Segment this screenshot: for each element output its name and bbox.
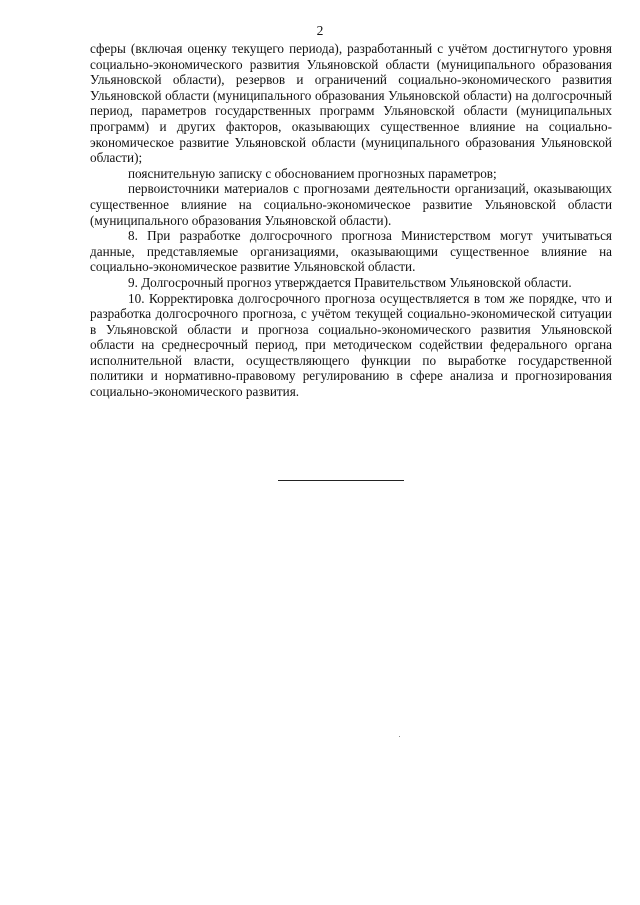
paragraph-item-10: 10. Корректировка долгосрочного прогноза осуществляется в том же порядке, что и разработка долгосрочного прогноза, с учётом текущей социально-экономической ситуации в Ульяновской области и прогноза социально-экономического развития Ульяновской области на среднесрочный период, при методическом содействии федерального органа исполнительной власти, осуществляющего функции по выработке государственной политики и нормативно-правовому регулированию в сфере анализа и прогнозирования социально-экономического развития. xyxy=(90,290,612,400)
paragraph-explanatory-note: пояснительную записку с обоснованием прогнозных параметров; xyxy=(128,165,497,181)
document-body xyxy=(90,41,612,400)
scan-speck xyxy=(399,736,400,737)
paragraph-source-materials: первоисточники материалов с прогнозами деятельности организаций, оказывающих существенное влияние на социально-экономическое развитие Ульяновской области (муниципального образования Ульяновской области). xyxy=(90,181,612,228)
paragraph-continuation: сферы (включая оценку текущего периода), разработанный с учётом достигнутого уровня социально-экономического развития Ульяновской области (муниципального образования Ульяновской области), резервов и ограничений социально-экономического развития Ульяновской области (муниципального образования Ульяновской области) на долгосрочный период, параметров государственных программ Ульяновской области (муниципальных программ) и других факторов, оказывающих существенное влияние на социально-экономическое развитие Ульяновской области (муниципального образования Ульяновской области); xyxy=(90,41,612,166)
end-separator-line xyxy=(278,480,404,481)
paragraph-item-9: 9. Долгосрочный прогноз утверждается Правительством Ульяновской области. xyxy=(128,274,572,290)
paragraph-item-8: 8. При разработке долгосрочного прогноза Министерством могут учитываться данные, представляемые организациями, оказывающими существенное влияние на социально-экономическое развитие Ульяновской области. xyxy=(90,228,612,275)
page-number: 2 xyxy=(316,23,324,38)
